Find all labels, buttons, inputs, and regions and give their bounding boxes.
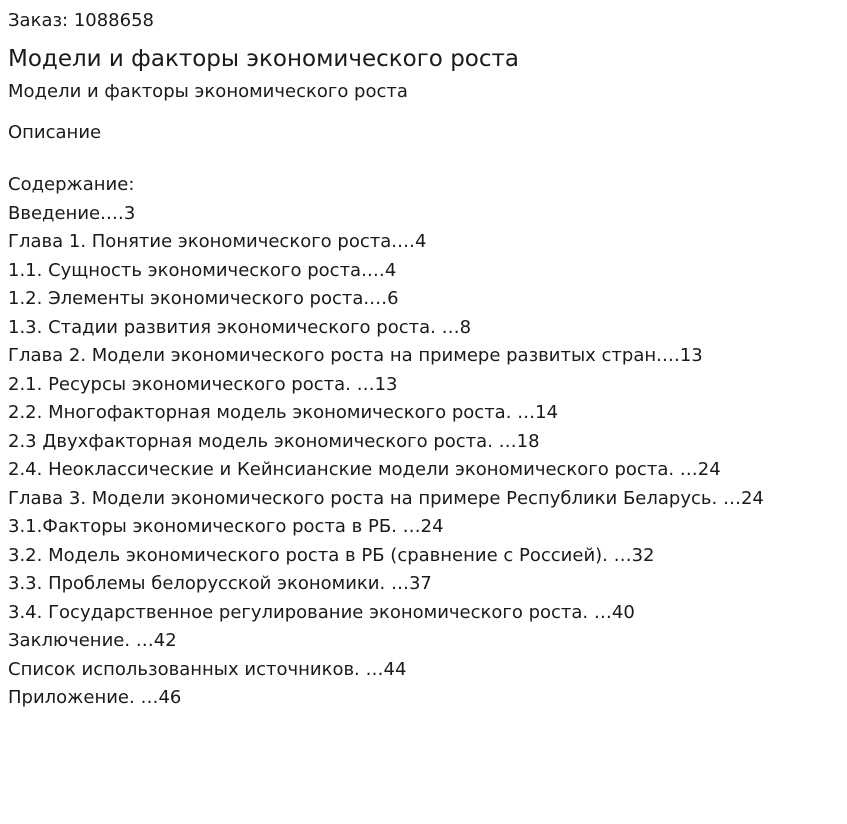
toc-item-3-2: 3.2. Модель экономического роста в РБ (сравнение с Россией). …32 <box>8 544 655 566</box>
toc-item-chapter-1: Глава 1. Понятие экономического роста.…4 <box>8 231 427 252</box>
toc-item-2-1: 2.1. Ресурсы экономического роста. …13 <box>8 373 398 395</box>
toc-item-2-3: 2.3 Двухфакторная модель экономического роста. …18 <box>8 430 540 452</box>
toc-item-conclusion: Заключение. …42 <box>8 630 177 651</box>
description-heading: Описание <box>8 122 102 143</box>
order-number: Заказ: 1088658 <box>8 10 154 31</box>
page-subtitle: Модели и факторы экономического роста <box>8 81 408 102</box>
toc-item-2-4: 2.4. Неоклассические и Кейнсианские модели экономического роста. …24 <box>8 459 721 480</box>
toc-item-3-3: 3.3. Проблемы белорусской экономики. …37 <box>8 573 432 594</box>
toc-item-chapter-3: Глава 3. Модели экономического роста на примере Республики Беларусь. …24 <box>8 487 764 509</box>
toc-item-references: Список использованных источников. …44 <box>8 658 407 680</box>
toc-item-2-2: 2.2. Многофакторная модель экономического роста. …14 <box>8 402 559 423</box>
toc-item-appendix: Приложение. …46 <box>8 687 182 708</box>
page-title: Модели и факторы экономического роста <box>8 46 519 72</box>
toc-item-3-4: 3.4. Государственное регулирование экономического роста. …40 <box>8 601 635 623</box>
toc-item-introduction: Введение.…3 <box>8 202 136 224</box>
table-of-contents <box>8 200 839 713</box>
toc-item-1-2: 1.2. Элементы экономического роста.…6 <box>8 288 399 309</box>
toc-item-1-1: 1.1. Сущность экономического роста.…4 <box>8 259 397 281</box>
toc-item-1-3: 1.3. Стадии развития экономического роста. …8 <box>8 316 472 338</box>
contents-heading: Содержание: <box>8 174 135 195</box>
toc-item-chapter-2: Глава 2. Модели экономического роста на примере развитых стран.…13 <box>8 345 703 366</box>
toc-item-3-1: 3.1.Факторы экономического роста в РБ. …24 <box>8 516 444 537</box>
